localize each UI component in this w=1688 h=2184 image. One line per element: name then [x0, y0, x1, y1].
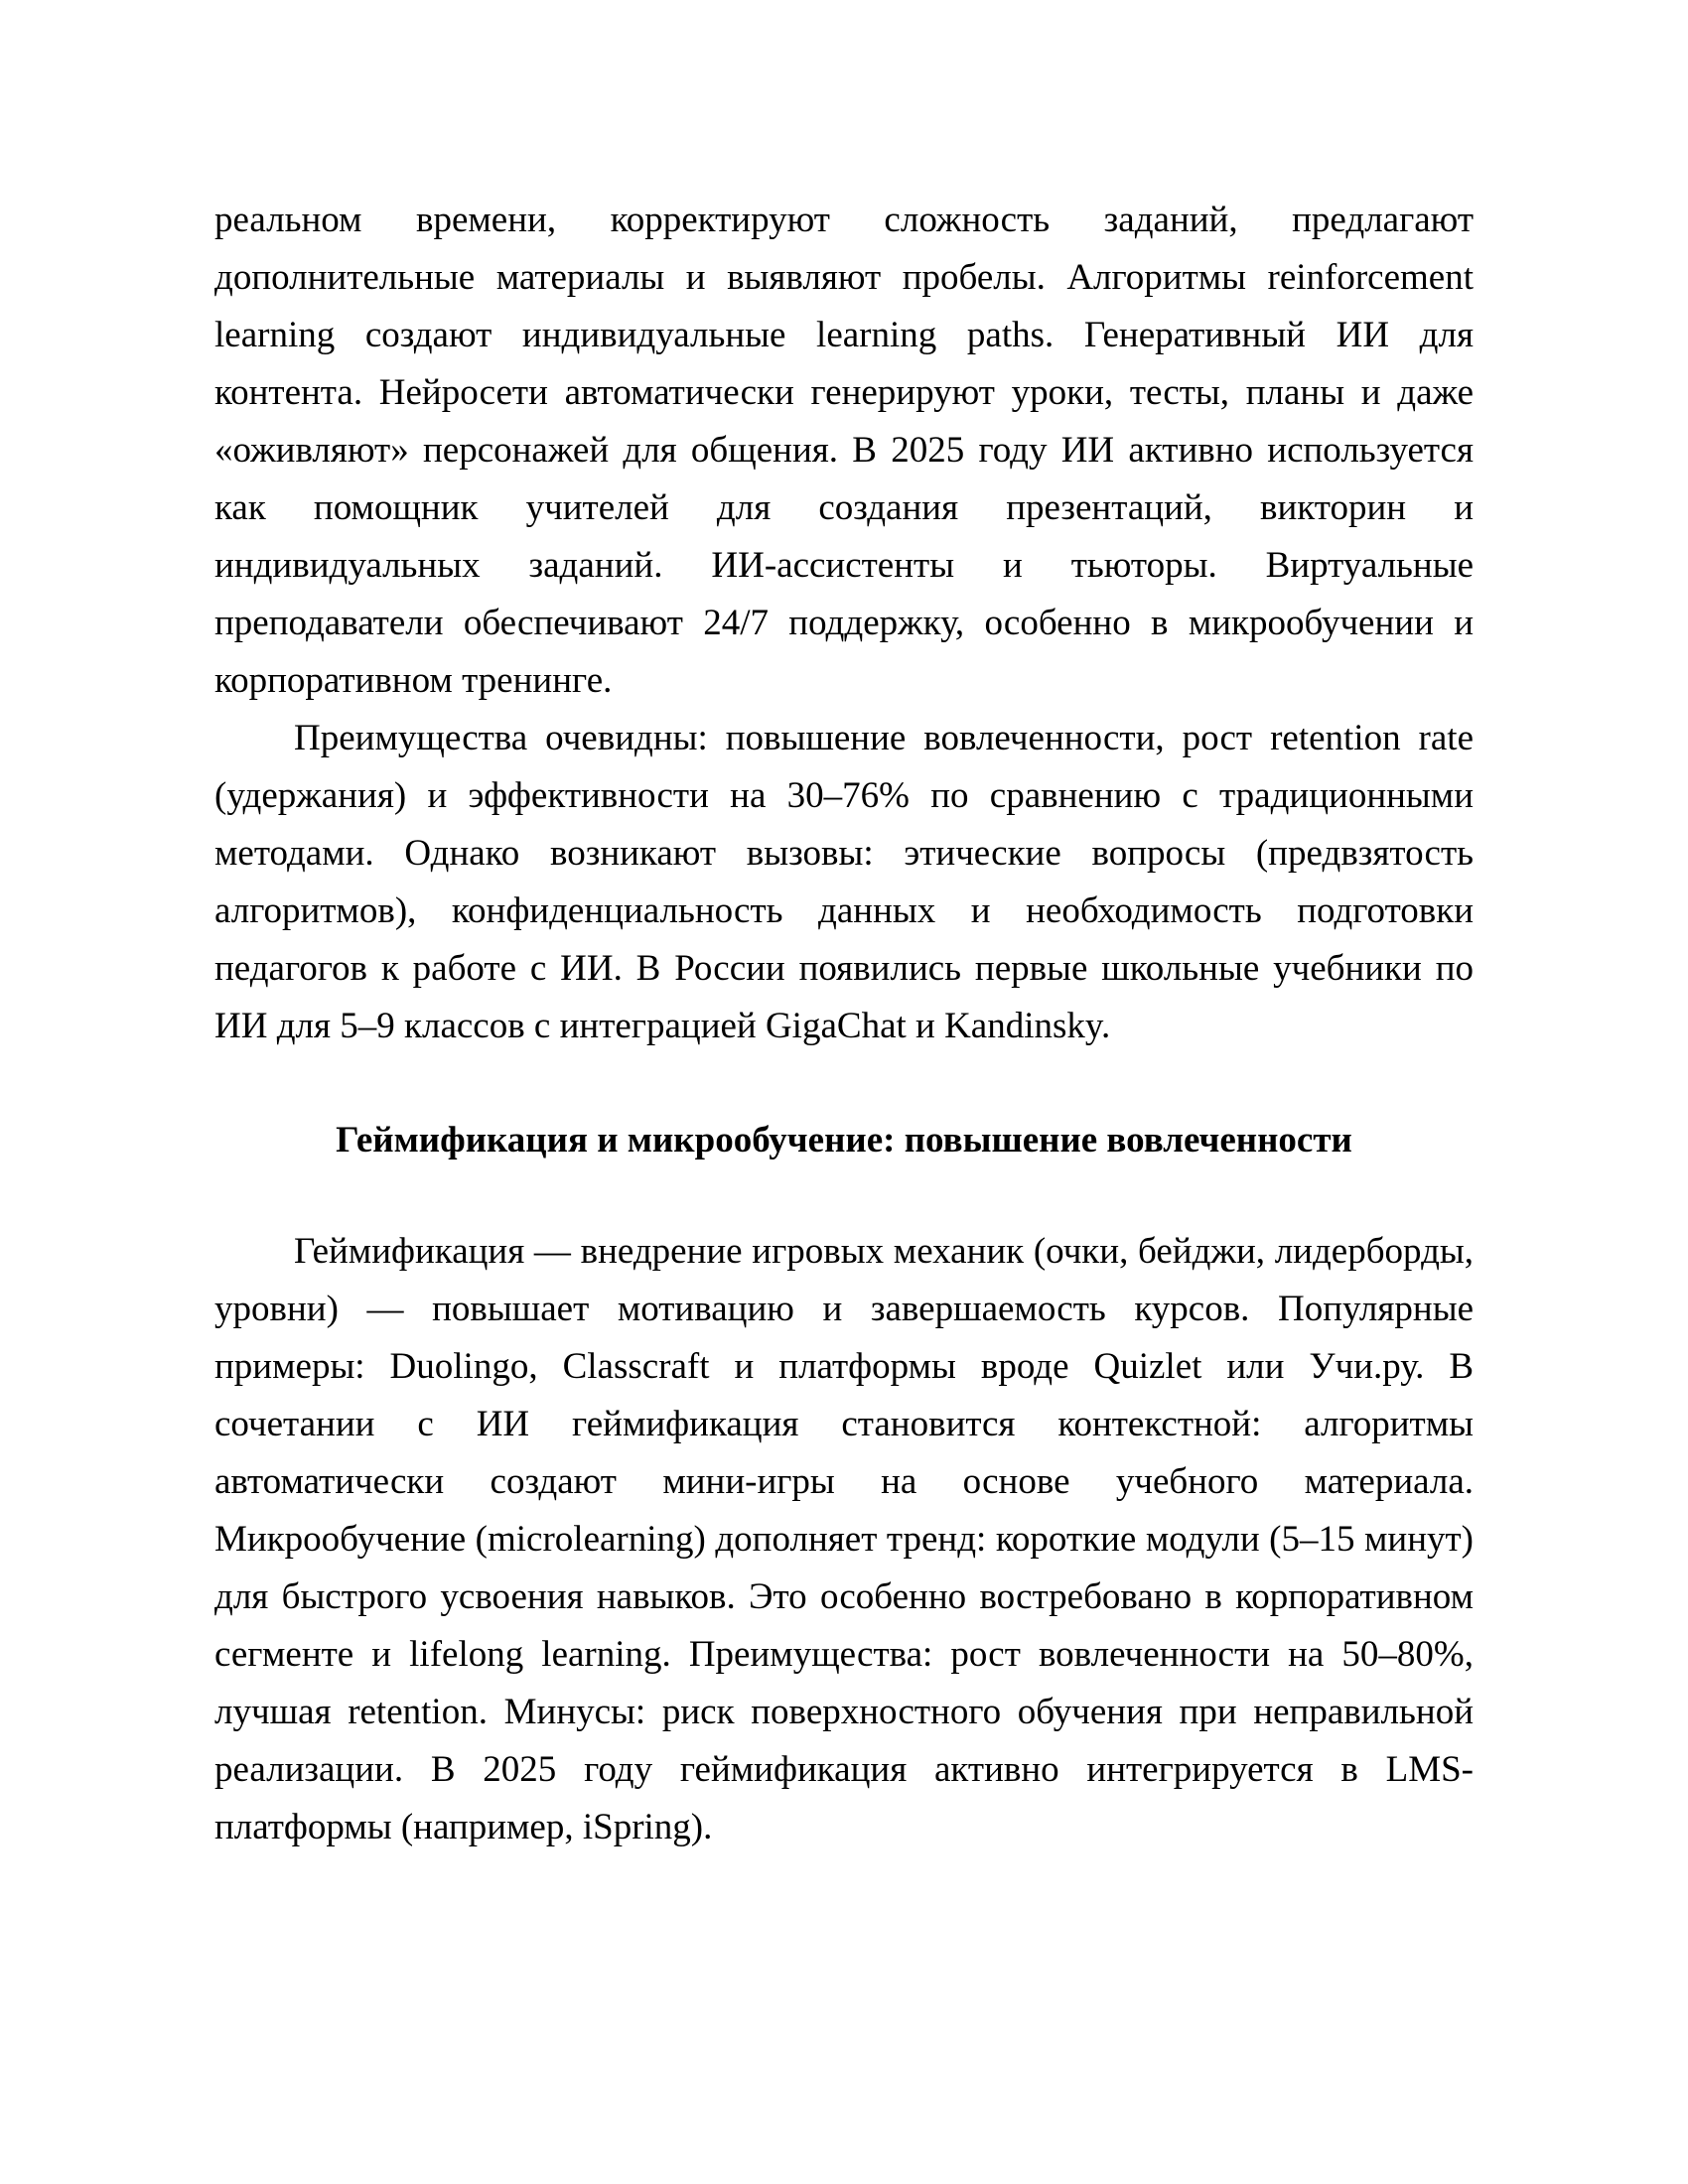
body-text-top [214, 192, 1474, 1055]
body-text-bottom [214, 1223, 1474, 1856]
paragraph-gamification: Геймификация — внедрение игровых механик (очки, бейджи, лидерборды, уровни) — повышает мотивацию и завершаемость курсов. Популярные примеры: Duolingo, Classcraft и платформы вроде Quizlet или Учи.ру. В сочетании с ИИ геймификация становится контекстной: алгоритмы автоматически создают мини-игры на основе учебного материала. Микрообучение (microlearning) дополняет тренд: короткие модули (5–15 минут) для быстрого усвоения навыков. Это особенно востребовано в корпоративном сегменте и lifelong learning. Преимущества: рост вовлеченности на 50–80%, лучшая retention. Минусы: риск поверхностного обучения при неправильной реализации. В 2025 году геймификация активно интегрируется в LMS-платформы (например, iSpring). [214, 1231, 1474, 1847]
paragraph-continuation: реальном времени, корректируют сложность заданий, предлагают дополнительные материалы и выявляют пробелы. Алгоритмы reinforcement learning создают индивидуальные learning paths. Генеративный ИИ для контента. Нейросети автоматически генерируют уроки, тесты, планы и даже «оживляют» персонажей для общения. В 2025 году ИИ активно используется как помощник учителей для создания презентаций, викторин и индивидуальных заданий. ИИ-ассистенты и тьюторы. Виртуальные преподаватели обеспечивают 24/7 поддержку, особенно в микрообучении и корпоративном тренинге. [214, 200, 1474, 701]
section-heading: Геймификация и микрообучение: повышение вовлеченности [336, 1120, 1352, 1160]
paragraph-advantages: Преимущества очевидны: повышение вовлеченности, рост retention rate (удержания) и эффективности на 30–76% по сравнению с традиционными методами. Однако возникают вызовы: этические вопросы (предвзятость алгоритмов), конфиденциальность данных и необходимость подготовки педагогов к работе с ИИ. В России появились первые школьные учебники по ИИ для 5–9 классов с интеграцией GigaChat и Kandinsky. [214, 718, 1474, 1046]
